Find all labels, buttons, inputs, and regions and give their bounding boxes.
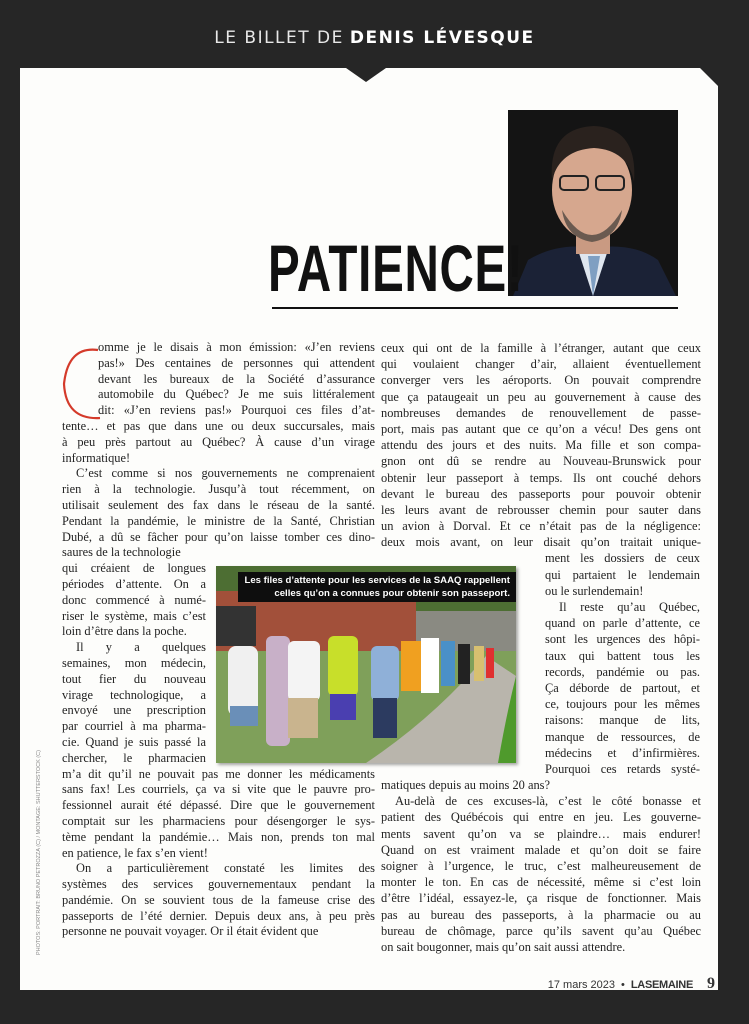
text-line: automobile du Québec? Je me suis littéralement: [98, 387, 375, 402]
text-line: semaines, mon médecin,: [62, 655, 206, 670]
text-line: ce, toujours pour les mêmes: [545, 697, 700, 712]
text-line: raisons: manque de lits,: [545, 713, 700, 728]
text-line: Pendant la pandémie, le ministre de la Santé, Christian: [62, 513, 375, 528]
text-line: qui voulaient changer d’air, allaient éventuellement: [381, 357, 701, 372]
text-line: devant les bureaux de la Société d’assurance: [98, 371, 375, 386]
text-line: périodes d’attente. On a: [62, 576, 206, 591]
text-line: informatique!: [62, 450, 131, 465]
text-line: bureau de chômage, parce qu’ils savent qu’au Québec: [381, 923, 701, 938]
text-line: attendu des jours et des nuits. Ma fille et son compa-: [381, 438, 701, 453]
caption-line: celles qu’on a connues pour obtenir son passeport.: [274, 588, 510, 599]
text-line: pandémie. On se souvient tous de la fameuse crise des: [62, 892, 375, 907]
text-line: Dubé, a dû se fâcher pour qu’on laisse tomber ces dino-: [62, 529, 375, 544]
text-line: chercher, le pharmacien: [62, 750, 206, 765]
text-line: un avion à Dorval. Et ce n’était pas de la négligence:: [381, 519, 701, 534]
text-line: tème pendant la pandémie… Mais non, prends ton mal: [62, 829, 375, 844]
title-rule: [272, 307, 678, 309]
text-line: en patience, le fax s’en vient!: [62, 845, 208, 860]
text-line: quand on parle d’attente, ce: [545, 616, 700, 631]
text-line: systèmes des services gouvernementaux pendant la: [62, 877, 375, 892]
text-line: devant le bureau des passeports pour pouvoir obtenir: [381, 486, 701, 501]
section-header: [0, 28, 749, 48]
text-line: port, mais pas autant que ce qu’on a vécu! Des gens ont: [381, 421, 701, 436]
text-line: que ça pataugeait un peu au gouvernement à cause des: [381, 389, 701, 404]
text-line: Ça déborde de partout, et: [545, 680, 700, 695]
text-line: envoyé une prescription: [62, 703, 206, 718]
text-line: C’est comme si nos gouvernements ne comprenaient: [76, 466, 375, 481]
text-line: Il y a quelques: [76, 640, 206, 655]
header-author: DENIS LÉVESQUE: [349, 28, 535, 48]
text-line: tout fier du nouveau: [62, 671, 206, 686]
text-line: rien à la technologie. Jusqu’à tout récemment, on: [62, 482, 375, 497]
text-line: on sait bougonner, mais qu’on sait aussi attendre.: [381, 939, 626, 954]
text-line: Il reste qu’au Québec,: [559, 600, 700, 614]
text-line: dit: «J’en reviens pas!» Pourquoi ces files d’at-: [98, 403, 375, 418]
text-line: obtenir leur passeport à temps. Ils ont couché dehors: [381, 470, 701, 485]
text-line: passeports de l’été dernier. Depuis deux ans, à peu près: [62, 908, 375, 923]
text-line: deux mois avant, on leur disait qu’on traitait unique-: [381, 535, 701, 550]
page-footer: [548, 975, 715, 993]
text-line: tente… et pas que dans une ou deux succursales, mais: [62, 418, 375, 433]
text-line: sans fax! Les courriels, ça va si vite que le pauvre pro-: [62, 782, 375, 797]
text-line: qui créaient de longues: [62, 561, 206, 576]
brand-la: LA: [630, 979, 645, 991]
text-line: virage technologique, a: [62, 687, 206, 702]
text-line: à peu près partout au Québec? À cause d’un virage: [62, 434, 375, 449]
author-portrait: [508, 110, 678, 296]
caption-line: Les files d’attente pour les services de la SAAQ rappellent: [244, 575, 510, 586]
text-line: ment les dossiers de ceux: [545, 551, 700, 566]
text-line: monter le ton. En cas de nécessité, même si c’est loin: [381, 875, 701, 890]
text-line: d’être l’idéal, essayez-le, ça risque de fonctionner. Mais: [381, 891, 701, 906]
footer-bullet: •: [621, 979, 625, 991]
issue-date: 17 mars 2023: [547, 979, 616, 991]
text-line: donc commencé à numé-: [62, 592, 206, 607]
text-line: patient des Québécois qui entre en jeu. Les gouverne-: [381, 810, 701, 825]
text-line: saures de la technologie: [62, 545, 181, 560]
text-line: ceux qui ont de la famille à l’étranger, autant que ceux: [381, 341, 701, 355]
text-line: records, pandémie ou pas.: [545, 664, 700, 679]
header-pointer: [346, 68, 386, 82]
text-line: pas au bureau des passeports, à la pharmacie ou au: [381, 907, 701, 922]
page-number: 9: [707, 975, 715, 992]
magazine-brand: [631, 979, 693, 991]
text-line: converger vers les aéroports. On pouvait comprendre: [381, 373, 701, 388]
text-line: omme je le disais à mon émission: «J’en reviens: [98, 340, 375, 354]
text-line: personne ne pouvait voyager. Or il était évident que: [62, 924, 319, 939]
text-line: qui partaient le lendemain: [545, 567, 700, 582]
queue-photo: [216, 566, 516, 763]
text-line: gnon ont dû se rendre au Nouveau-Brunswick pour: [381, 454, 701, 469]
text-line: comptait sur les pharmaciens pour désengorger le sys-: [62, 813, 375, 828]
text-line: cie. Quand je suis passé la: [62, 734, 206, 749]
text-line: Au-delà de ces excuses-là, c’est le côté bonasse et: [395, 794, 701, 809]
text-line: sont les urgences des hôpi-: [545, 632, 700, 647]
text-line: m’a dit qu’il ne pouvait pas me donner les médicaments: [62, 766, 375, 781]
text-line: Quand on est vraiment malade et qu’on doit se faire: [381, 842, 701, 857]
text-line: Pourquoi ces retards systé-: [545, 761, 700, 776]
text-line: riser le système, mais c’est: [62, 608, 206, 623]
text-line: taux qui battent tous les: [545, 648, 700, 663]
header-prefix: LE BILLET DE: [214, 28, 344, 48]
text-line: manque de ressources, de: [545, 729, 700, 744]
text-line: médecins et d’infirmières.: [545, 745, 700, 760]
text-line: soigner à l’urgence, le truc, c’est malheureusement de: [381, 859, 701, 873]
text-line: nombreuses demandes de renouvellement de passe-: [381, 405, 701, 420]
text-line: fessionnel aurait été dépassé. Dire que le gouvernement: [62, 798, 375, 813]
brand-name: SEMAINE: [644, 979, 693, 991]
text-line: ments savent qu’on va se plaindre… mais endurer!: [381, 826, 701, 841]
photo-credit: PHOTOS: PORTRAIT: BRUNO PETROZZA (C) / MONTAGE: SHUTTERSTOCK (C): [36, 750, 42, 955]
text-line: matiques depuis au moins 20 ans?: [381, 778, 550, 793]
text-line: ou le surlendemain!: [545, 583, 644, 598]
text-line: loin d’être dans la poche.: [62, 624, 187, 639]
text-line: par courriel à ma pharma-: [62, 719, 206, 734]
text-line: On a particulièrement constaté les limites des: [76, 861, 375, 876]
photo-caption: [238, 572, 516, 602]
text-line: pas!» Des centaines de personnes qui attendent: [98, 355, 375, 370]
article-title: PATIENCE!: [268, 231, 524, 305]
text-line: utilisait seulement des fax dans le réseau de la santé.: [62, 497, 375, 512]
text-line: les leurs avant de rebrousser chemin pour sauter dans: [381, 502, 701, 517]
